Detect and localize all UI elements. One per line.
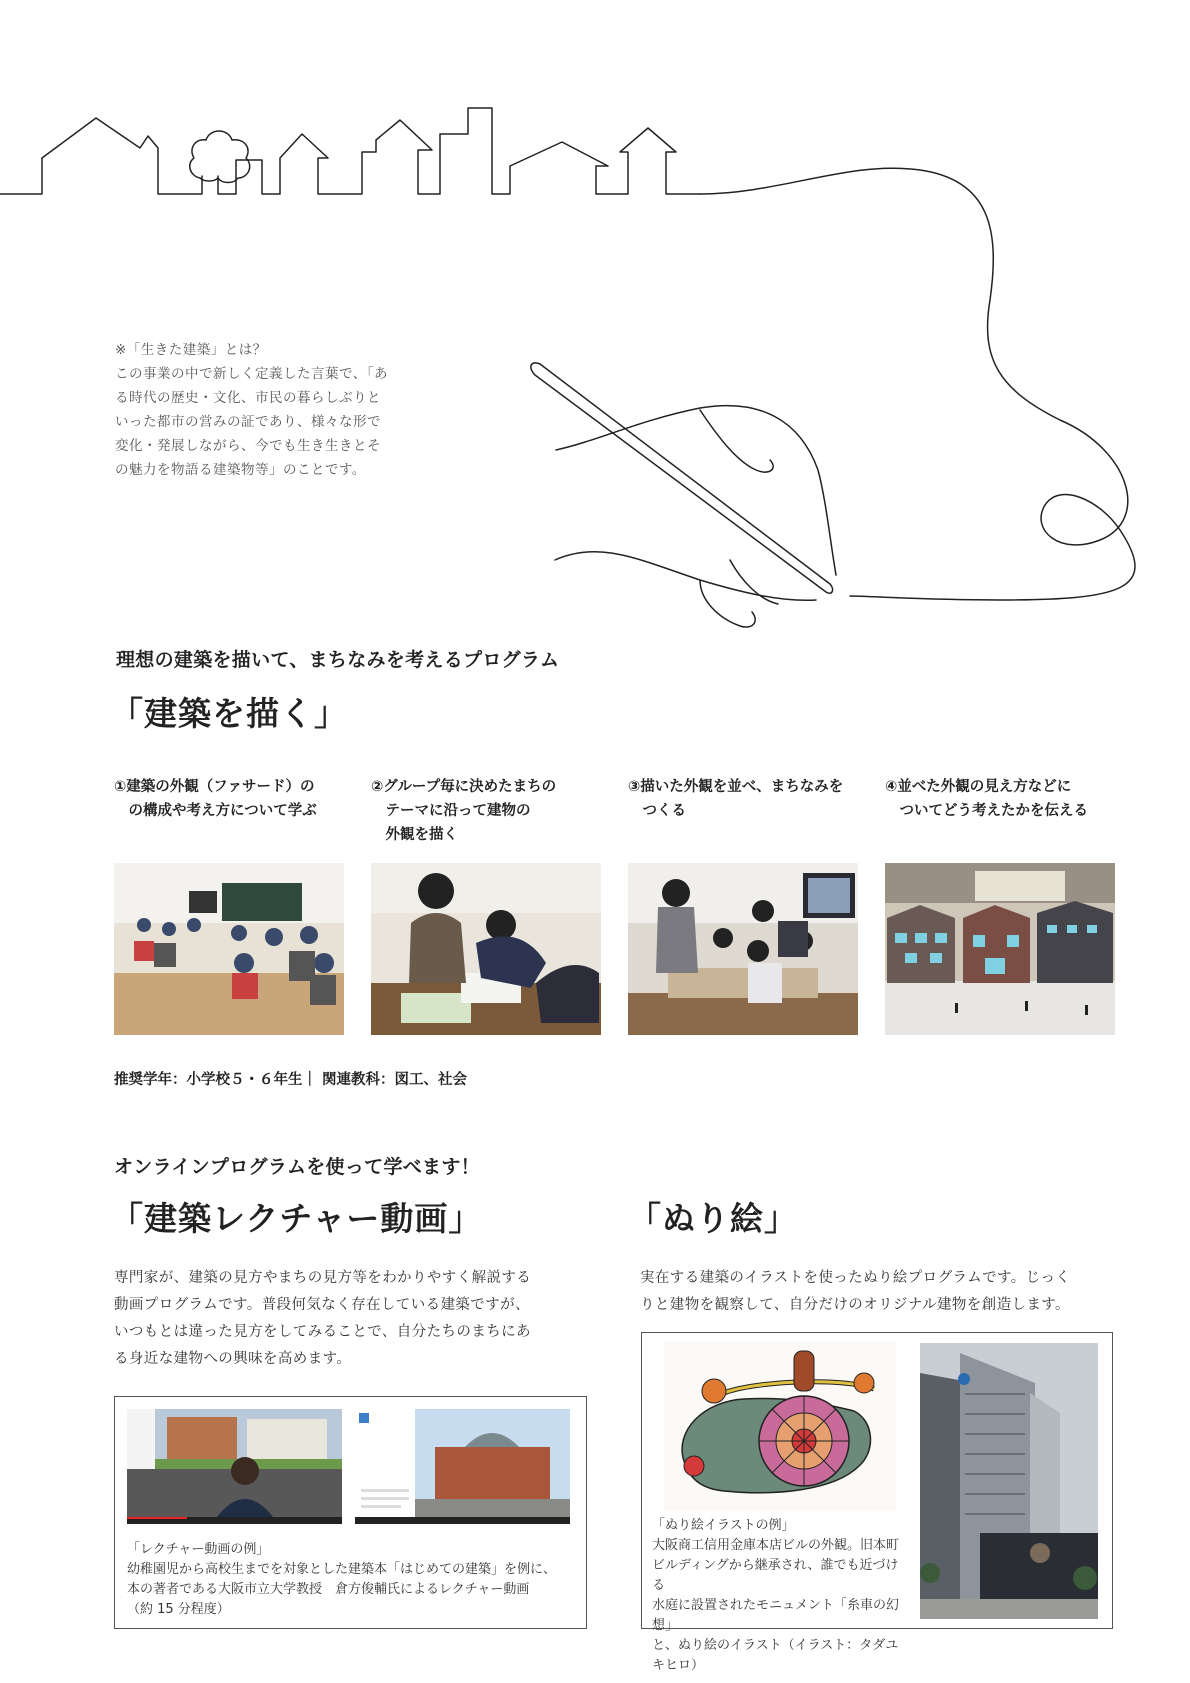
body-line: りと建物を観察して、自分だけのオリジナル建物を創造します。: [640, 1297, 1070, 1313]
step-1: ①建築の外観（ファサード）の の構成や考え方について学ぶ: [114, 779, 317, 819]
caption-line: 「ぬり絵イラストの例」: [652, 1518, 795, 1533]
program2-body: [114, 1265, 594, 1373]
caption-line: （約 15 分程度）: [127, 1602, 230, 1617]
caption-line: 本の著者である大阪市立大学教授 倉方俊輔氏によるレクチャー動画: [127, 1582, 530, 1597]
program2-title: 「建築レクチャー動画」: [110, 1199, 483, 1238]
caption-line: ビルディングから継承され、誰でも近づける: [652, 1558, 899, 1593]
body-line: いつもとは違った見方をしてみることで、自分たちのまちにあ: [114, 1324, 531, 1340]
program1-title: 「建築を描く」: [110, 694, 348, 733]
street-arranging-photo: [628, 863, 858, 1035]
body-line: る身近な建物への興味を高めます。: [114, 1351, 352, 1367]
note-line: この事業の中で新しく定義した言葉で、「あ: [115, 366, 388, 382]
program1-meta: 推奨学年：小学校５・６年生｜ 関連教科：図工、社会: [114, 1072, 468, 1088]
step-4: ④並べた外観の見え方などに ついてどう考えたかを伝える: [885, 779, 1088, 819]
coloring-caption: [652, 1516, 907, 1676]
note-line: いった都市の営みの証であり、様々な形で: [115, 414, 381, 430]
note-heading: ※「生きた建築」とは？: [115, 342, 267, 358]
classroom-photo: [114, 863, 344, 1035]
step-3: ③描いた外観を並べ、まちなみを つくる: [628, 779, 844, 819]
lecture-caption: [127, 1540, 577, 1620]
caption-line: 水庭に設置されたモニュメント「糸車の幻想」: [652, 1598, 900, 1633]
lecture-video-example-box: [114, 1396, 587, 1629]
caption-line: と、ぬり絵のイラスト（イラスト：タダユキヒロ）: [652, 1638, 899, 1673]
step-2: ②グループ毎に決めたまちの テーマに沿って建物の 外観を描く: [371, 779, 557, 843]
caption-line: 幼稚園児から高校生までを対象とした建築本「はじめての建築」を例に、: [127, 1562, 557, 1577]
facade-models-photo: [885, 863, 1115, 1035]
coloring-example-box: [641, 1332, 1113, 1673]
body-line: 実在する建築のイラストを使ったぬり絵プログラムです。じっく: [640, 1270, 1071, 1286]
note-line: る時代の歴史・文化、市民の暮らしぶりと: [115, 390, 381, 406]
caption-line: 「レクチャー動画の例」: [127, 1542, 270, 1557]
program3-title: 「ぬり絵」: [628, 1199, 798, 1238]
bank-building-photo: [920, 1343, 1098, 1619]
program3-body: [640, 1265, 1120, 1319]
caption-line: 大阪商工信用金庫本店ビルの外観。旧本町: [652, 1538, 900, 1553]
video-thumbnail-hall[interactable]: [355, 1409, 570, 1524]
note-line: 変化・発展しながら、今でも生き生きとそ: [115, 438, 381, 454]
note-line: の魅力を物語る建築物等」のことです。: [115, 462, 366, 478]
video-thumbnail-lecturer[interactable]: [127, 1409, 342, 1524]
group-drawing-photo: [371, 863, 601, 1035]
body-line: 動画プログラムです。普段何気なく存在している建築ですが、: [114, 1297, 530, 1313]
coloring-illustration: [664, 1341, 896, 1511]
program1-subtitle: 理想の建築を描いて、まちなみを考えるプログラム: [116, 649, 560, 671]
living-architecture-note: [115, 338, 435, 482]
body-line: 専門家が、建築の見方やまちの見方等をわかりやすく解説する: [114, 1270, 532, 1286]
program2-subtitle: オンラインプログラムを使って学べます！: [114, 1156, 480, 1178]
